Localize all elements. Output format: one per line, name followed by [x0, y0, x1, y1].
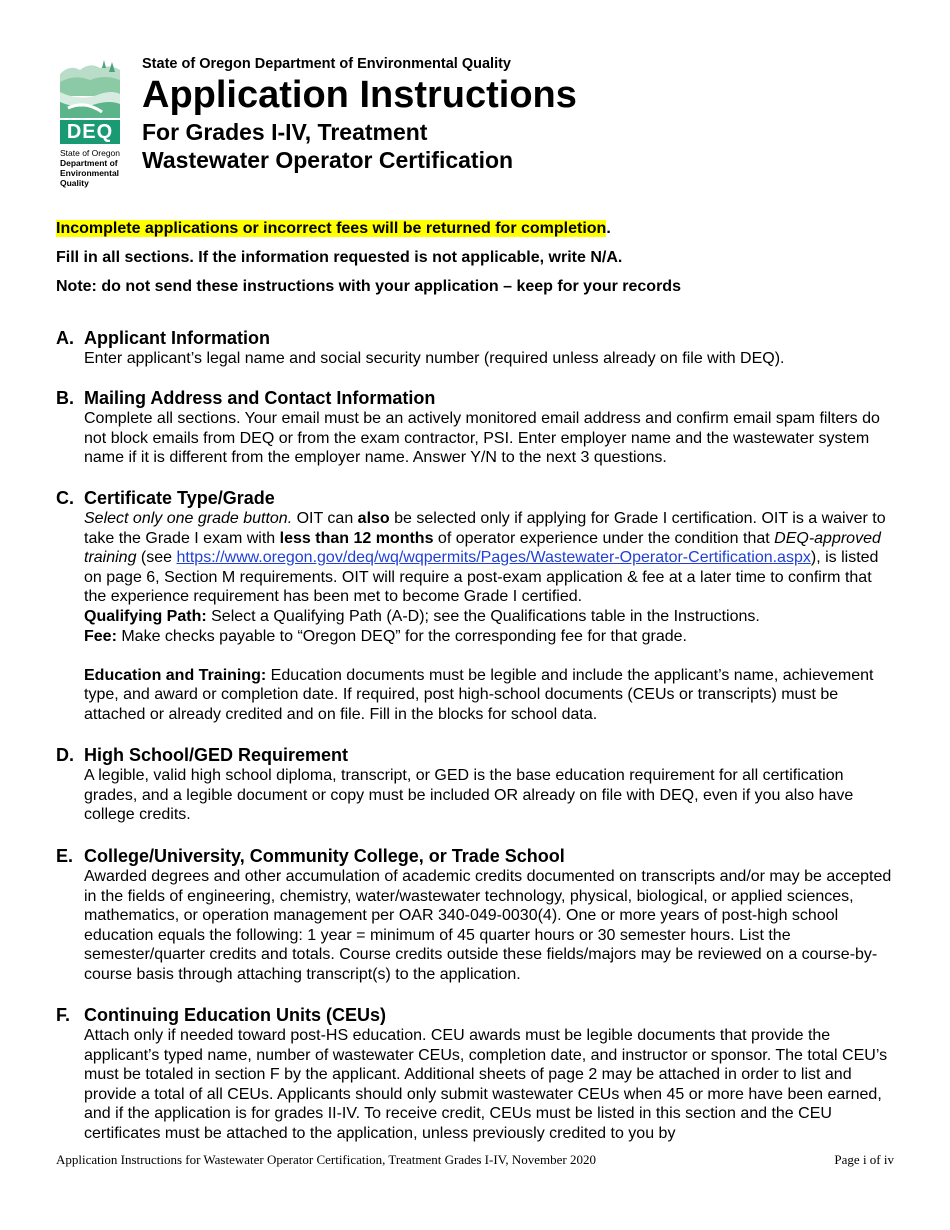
section-a-title: Applicant Information — [84, 328, 270, 348]
section-a-text: Enter applicant’s legal name and social security number (required unless already on file with DEQ). — [84, 350, 785, 367]
section-c-text-2: be selected only if applying for Grade I certification. OIT is a waiver to take the Grade I exam with — [84, 510, 886, 547]
section-a-body — [84, 349, 896, 369]
section-c-body — [84, 509, 896, 725]
section-a-letter: A. — [56, 328, 74, 348]
warning-highlight: Incomplete applications or incorrect fees will be returned for completion — [56, 220, 607, 237]
logo-caption-line3: Environmental — [60, 168, 120, 178]
logo-caption-line1: State of Oregon — [60, 148, 121, 158]
section-b — [56, 387, 896, 468]
section-d-heading — [56, 744, 896, 766]
section-c-letter: C. — [56, 488, 74, 508]
section-c-text-3: of operator experience under the condition that — [433, 529, 775, 547]
fee-label: Fee: — [84, 627, 117, 645]
section-c-bold-months: less than 12 months — [279, 529, 434, 547]
section-b-body — [84, 409, 896, 468]
fee-line — [84, 627, 896, 647]
deq-mark: DEQ — [60, 120, 120, 144]
warning-notice — [56, 220, 611, 238]
section-f-letter: F. — [56, 1005, 71, 1025]
qualifying-path-label: Qualifying Path: — [84, 607, 207, 625]
section-e — [56, 845, 896, 985]
section-c-heading — [56, 487, 896, 509]
section-d — [56, 744, 896, 825]
education-text: Education documents must be legible and include the applicant’s name, achievement type, and award or completion date. If required, post high-school documents (CEUs or transcripts) must be attached or already credited and on file. Fill in the blocks for school data. — [84, 666, 874, 723]
section-d-title: High School/GED Requirement — [84, 745, 349, 765]
page-subtitle — [142, 118, 513, 174]
footer-page-number: Page i of iv — [834, 1152, 894, 1167]
section-c-italic-training: DEQ-approved training — [84, 529, 881, 567]
education-label: Education and Training: — [84, 666, 267, 684]
section-f-body — [84, 1026, 896, 1144]
section-f-title: Continuing Education Units (CEUs) — [84, 1005, 386, 1025]
section-c-paragraph — [84, 509, 896, 607]
footer-document-title: Application Instructions for Wastewater Operator Certification, Treatment Grades I-IV, November 2020 — [56, 1152, 596, 1167]
section-c-text-4: (see — [136, 549, 177, 567]
landscape-logo-icon — [60, 56, 120, 118]
section-e-heading — [56, 845, 896, 867]
logo-caption-line4: Quality — [60, 178, 89, 188]
section-f — [56, 1004, 896, 1144]
logo-caption — [60, 148, 124, 188]
section-b-heading — [56, 387, 896, 409]
section-c-title: Certificate Type/Grade — [84, 488, 275, 508]
section-c-text-1: OIT can — [292, 510, 358, 527]
section-e-letter: E. — [56, 846, 74, 866]
qualifying-path-text: Select a Qualifying Path (A-D); see the Qualifications table in the Instructions. — [206, 607, 760, 625]
agency-name: State of Oregon Department of Environmental Quality — [142, 56, 511, 72]
note-notice: Note: do not send these instructions with your application – keep for your records — [56, 278, 681, 295]
section-c-bold-also: also — [357, 510, 390, 527]
education-paragraph — [84, 666, 896, 725]
page-title: Application Instructions — [142, 74, 577, 116]
section-e-text: Awarded degrees and other accumulation of academic credits documented on transcripts and/or may be accepted in the fields of engineering, chemistry, water/wastewater technology, physical, biological, or applied sciences, mathematics, or operation management per OAR 340-049-0030(4). One or more years of post-high school education equals the following: 1 year = minimum of 45 quarter hours or 30 semester hours. List the semester/quarter credits and totals. Course credits outside these fields/majors may be reviewed on a course-by-course basis through attaching transcript(s) to the application. — [84, 868, 892, 983]
subtitle-line2: Wastewater Operator Certification — [142, 147, 514, 173]
fill-notice: Fill in all sections. If the information requested is not applicable, write N/A. — [56, 249, 623, 266]
section-c-text-5: ), is listed on page 6, Section M requirements. OIT will require a post-exam application & fee at a later time to confirm that the experience requirement has been met to become Grade I certified. — [84, 549, 879, 606]
section-b-letter: B. — [56, 388, 74, 408]
page-footer — [56, 1152, 894, 1168]
section-c — [56, 487, 896, 725]
section-d-letter: D. — [56, 745, 74, 765]
qualifying-path-line — [84, 607, 896, 627]
certification-link[interactable]: https://www.oregon.gov/deq/wq/wqpermits/Pages/Wastewater-Operator-Certification.aspx — [176, 549, 811, 567]
section-b-title: Mailing Address and Contact Information — [84, 388, 436, 408]
section-a — [56, 327, 896, 369]
section-d-text: A legible, valid high school diploma, transcript, or GED is the base education requirement for all certification grades, and a legible document or copy must be included OR already on file with DEQ, even if you also have college credits. — [84, 767, 854, 824]
section-e-body — [84, 867, 896, 985]
section-f-heading — [56, 1004, 896, 1026]
section-b-text: Complete all sections. Your email must be an actively monitored email address and confirm email spam filters do not block emails from DEQ or from the exam contractor, PSI. Enter employer name and the wastewater system name if it is different from the employer name. Answer Y/N to the next 3 questions. — [84, 410, 880, 467]
subtitle-line1: For Grades I-IV, Treatment — [142, 119, 428, 145]
section-d-body — [84, 766, 896, 825]
fee-text: Make checks payable to “Oregon DEQ” for the corresponding fee for that grade. — [116, 627, 687, 645]
section-a-heading — [56, 327, 896, 349]
section-e-title: College/University, Community College, or Trade School — [84, 846, 565, 866]
section-c-italic: Select only one grade button. — [84, 510, 293, 527]
warning-period: . — [606, 220, 611, 237]
logo-caption-line2: Department of — [60, 158, 118, 168]
deq-logo — [60, 56, 124, 188]
section-f-text: Attach only if needed toward post-HS education. CEU awards must be legible documents that provide the applicant’s typed name, number of wastewater CEUs, completion date, and instructor or sponsor. The total CEU’s must be totaled in section F by the applicant. Additional sheets of page 2 may be attached in order to list and provide a total of all CEUs. Applicants should only submit wastewater CEUs when 45 or more have been earned, and if the application is for grades II-IV. To receive credit, CEUs must be listed in this section and the CEU certificates must be attached to the application, unless previously credited to you by — [84, 1027, 888, 1142]
